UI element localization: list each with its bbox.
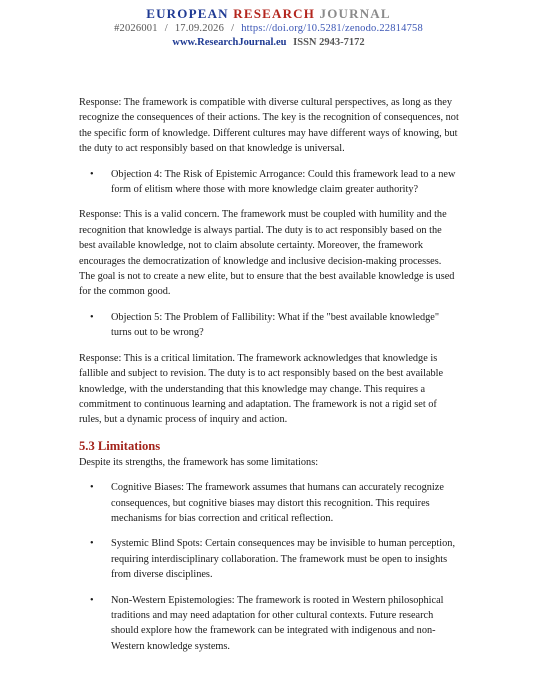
limitation-list-item [79,536,459,582]
bullet-marker: • [90,311,94,323]
journal-title-word-research: RESEARCH [233,6,316,21]
bullet-marker: • [90,538,94,550]
objection-list-item [79,310,459,341]
meta-separator: / [164,23,168,34]
publication-date: 17.09.2026 [174,23,225,34]
limitation-list-item [79,593,459,655]
limitation-text: Systemic Blind Spots: Certain consequences may be invisible to human perception, requiring interdisciplinary collaboration. The framework must be open to insights from diverse disciplines. [111,538,456,581]
objection-text: Objection 4: The Risk of Epistemic Arrogance: Could this framework lead to a new form of elitism where those with more knowledge claim greater authority? [111,168,456,196]
issue-id: #2026001 [114,23,158,34]
site-line [0,36,537,49]
bullet-marker: • [90,482,94,494]
objection-text: Objection 5: The Problem of Fallibility: What if the "best available knowledge" turns out to be wrong? [111,311,440,339]
section-intro: Despite its strengths, the framework has some limitations: [79,456,319,468]
objection-list-item [79,167,459,198]
journal-title-word-european: EUROPEAN [146,6,229,21]
bullet-marker: • [90,168,94,180]
response-paragraph: Response: This is a valid concern. The framework must be coupled with humility and the recognition that knowledge is always partial. The duty is to act responsibly based on the best available knowledge, not to claim absolute certainty. Moreover, the framework encourages the democratization of knowledge and inclusive decision-making processes. The goal is not to create a new elite, but to ensure that the best available knowledge is used for the common good. [79,209,455,298]
journal-masthead [0,6,537,49]
issue-meta-line [0,22,537,36]
doi-link[interactable]: https://doi.org/10.5281/zenodo.22814758 [241,23,423,34]
response-paragraph: Response: The framework is compatible with diverse cultural perspectives, as long as they recognize the consequences of their actions. The key is the recognition of consequences, not the specific form of knowledge. Different cultures may have different ways of knowing, but the duty to act responsibly based on that knowledge is universal. [79,97,459,155]
journal-title-word-journal: JOURNAL [319,6,391,21]
response-paragraph: Response: This is a critical limitation. The framework acknowledges that knowledge is fallible and subject to revision. The duty is to act responsibly based on the best available knowledge, with the understanding that this knowledge may change. This requires a commitment to continuous learning and adaptation. The framework is not a rigid set of rules, but a dynamic process of inquiry and action. [79,352,444,426]
limitation-text: Cognitive Biases: The framework assumes that humans can accurately recognize consequences, but cognitive biases may distort this recognition. This requires mechanisms for bias correction and critical reflection. [111,482,444,524]
meta-separator: / [231,23,235,34]
article-body [79,95,459,664]
journal-title [0,6,537,21]
section-heading: 5.3 Limitations [79,438,161,453]
website-link[interactable]: www.ResearchJournal.eu [172,37,287,48]
bullet-marker: • [90,594,94,606]
issn-number: ISSN 2943-7172 [293,37,365,48]
limitation-list-item [79,480,459,526]
limitation-text: Non-Western Epistemologies: The framework is rooted in Western philosophical traditions and may need adaptation for other cultural contexts. Future research should explore how the framework can be integrated with indigenous and non-Western knowledge systems. [111,594,444,652]
